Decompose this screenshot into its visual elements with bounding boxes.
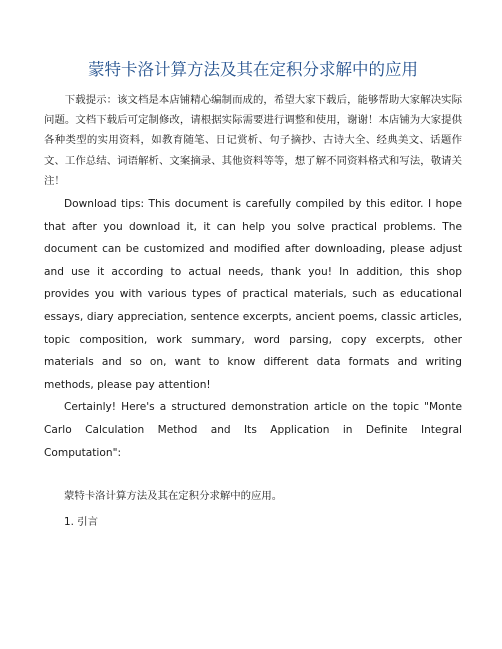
download-notice-english: Download tips: This document is carefully compiled by this editor. I hope that after you download it, it can help you solve practical problems. The document can be customized and modified after downloading, please adjust and use it according to actual needs, thank you! In addition, this shop provides you with various types of practical materials, such as educational essays, diary appreciation, sentence excerpts, ancient poems, classic articles, topic composition, work summary, word parsing, copy excerpts, other materials and so on, want to know different data formats and writing methods, please pay attention!	[44, 198, 462, 391]
article-heading: 蒙特卡洛计算方法及其在定积分求解中的应用。	[64, 490, 283, 503]
document-title: 蒙特卡洛计算方法及其在定积分求解中的应用	[88, 60, 418, 79]
download-notice-chinese: 下载提示：该文档是本店铺精心编制而成的，希望大家下载后，能够帮助大家解决实际问题。文档下载后可定制修改，请根据实际需要进行调整和使用，谢谢！本店铺为大家提供各种类型的实用资料，如教育随笔、日记赏析、句子摘抄、古诗大全、经典美文、话题作文、工作总结、词语解析、文案摘录、其他资料等等，想了解不同资料格式和写法，敬请关注！	[44, 94, 462, 187]
section-heading-introduction: 1. 引言	[64, 516, 98, 529]
intro-paragraph: Certainly! Here's a structured demonstration article on the topic "Monte Carlo Calculation Method and Its Application in Definite Integral Computation":	[44, 401, 462, 459]
